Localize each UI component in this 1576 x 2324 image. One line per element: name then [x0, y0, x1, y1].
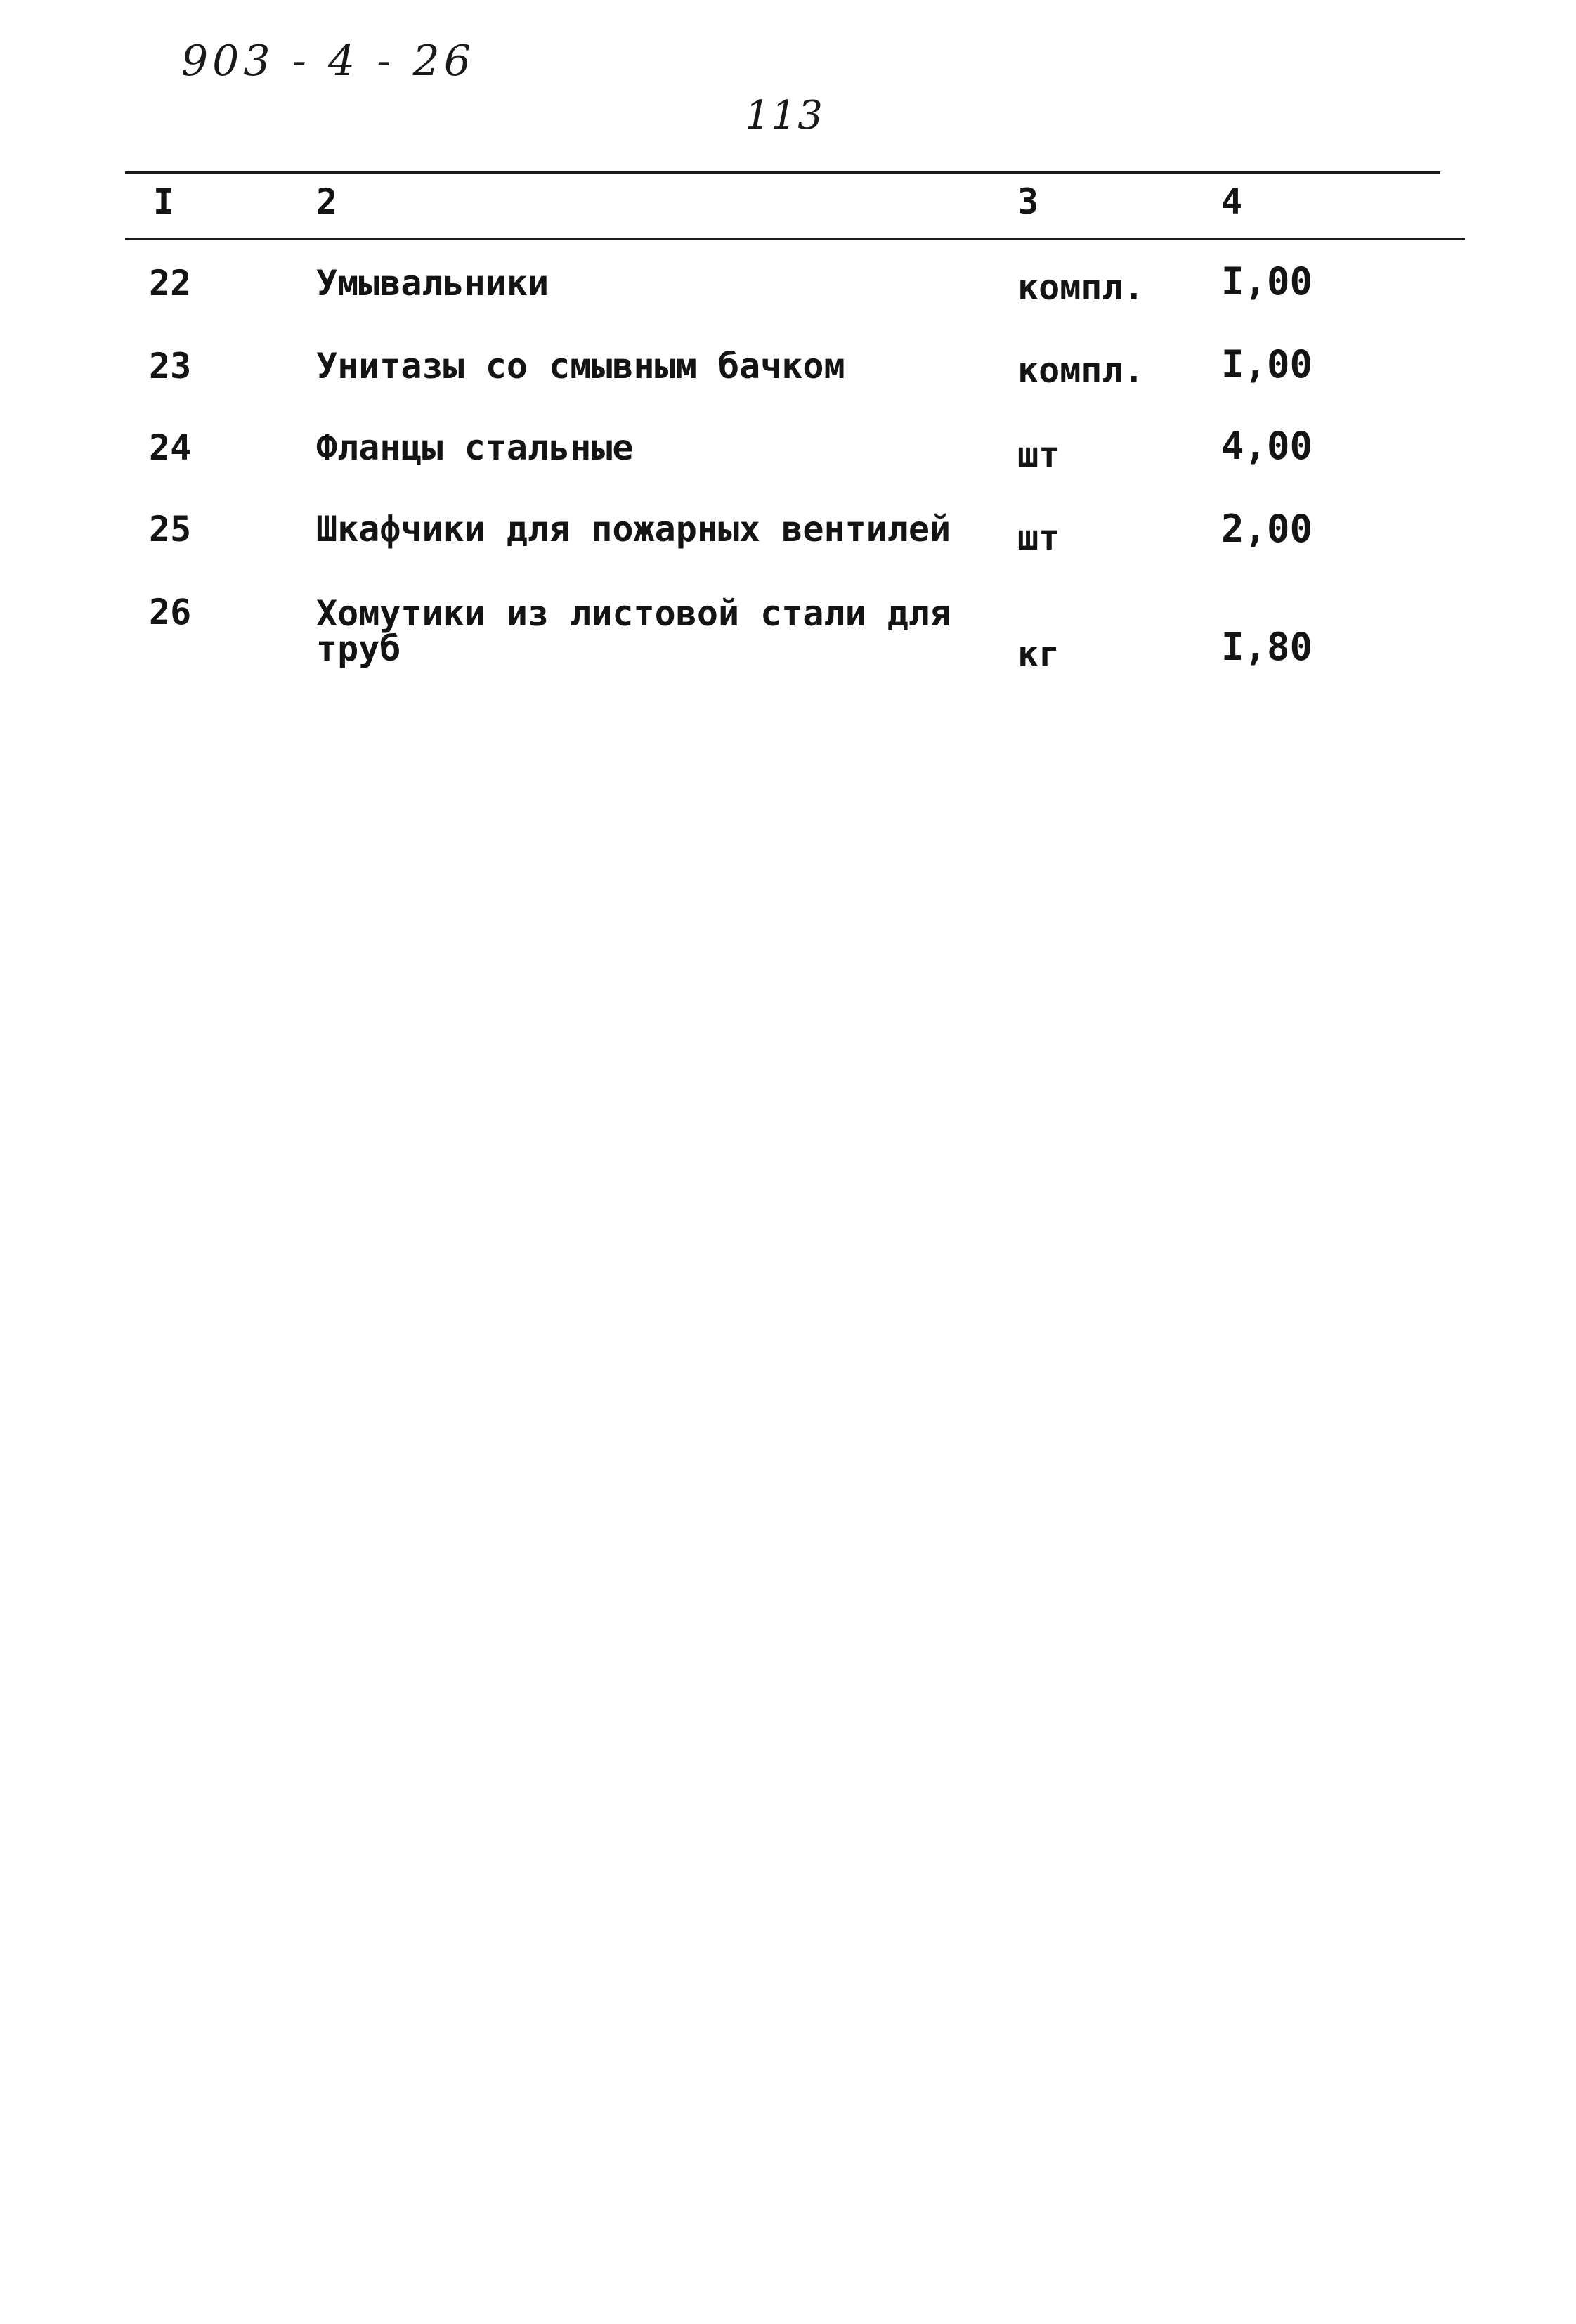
- item-name: [316, 593, 1019, 669]
- item-unit: шт: [1017, 517, 1060, 558]
- table-header-rule: [125, 238, 1465, 240]
- item-quantity: 2,00: [1221, 507, 1313, 551]
- column-header-4: 4: [1221, 181, 1243, 222]
- document-code: 903 - 4 - 26: [181, 37, 475, 86]
- row-number: 22: [149, 263, 192, 304]
- row-number: 26: [149, 592, 192, 632]
- item-unit: шт: [1017, 434, 1060, 475]
- column-header-1: I: [153, 181, 175, 222]
- row-number: 25: [149, 509, 192, 550]
- item-name: Фланцы стальные: [316, 427, 634, 468]
- column-header-3: 3: [1017, 181, 1039, 222]
- item-quantity: 4,00: [1221, 424, 1313, 468]
- table-top-rule: [125, 171, 1440, 174]
- page-number: 113: [745, 93, 824, 138]
- item-unit: компл.: [1017, 267, 1145, 308]
- item-quantity: I,00: [1221, 259, 1313, 304]
- item-name: Шкафчики для пожарных вентилей: [316, 509, 951, 550]
- column-header-2: 2: [316, 181, 338, 222]
- item-quantity: I,80: [1221, 625, 1313, 669]
- item-name: Унитазы со смывным бачком: [316, 346, 845, 387]
- item-name: Умывальники: [316, 263, 549, 304]
- row-number: 24: [149, 427, 192, 468]
- item-quantity: I,00: [1221, 342, 1313, 387]
- item-unit: кг: [1017, 634, 1060, 675]
- item-name-line-1: Хомутики из листовой стали для: [316, 593, 951, 634]
- row-number: 23: [149, 346, 192, 387]
- item-unit: компл.: [1017, 350, 1145, 391]
- item-name-line-2: труб: [316, 628, 401, 669]
